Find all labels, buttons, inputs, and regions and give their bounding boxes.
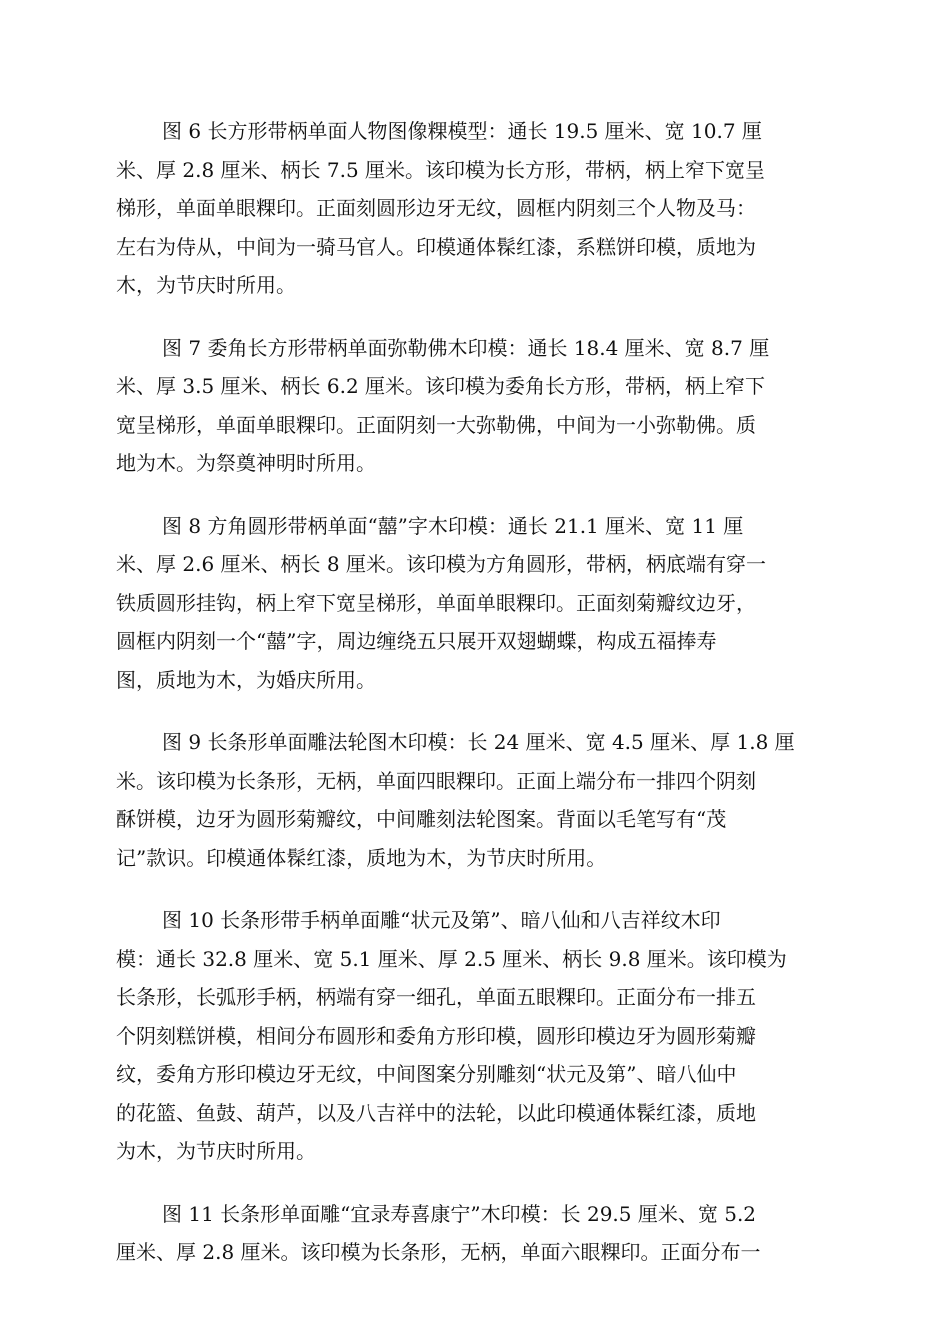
text-line: 木，为节庆时所用。 — [116, 273, 296, 297]
text-line: 图 10 长条形带手柄单面雕“状元及第”、暗八仙和八吉祥纹木印 — [162, 908, 721, 932]
text-line: 图 9 长条形单面雕法轮图木印模：长 24 厘米、宽 4.5 厘米、厚 1.8 厘 — [162, 730, 795, 754]
text-line: 个阴刻糕饼模，相间分布圆形和委角方形印模，圆形印模边牙为圆形菊瓣 — [116, 1023, 756, 1048]
text-line: 米。该印模为长条形，无柄，单面四眼粿印。正面上端分布一排四个阴刻 — [116, 768, 756, 793]
text-line: 图 8 方角圆形带柄单面“囍”字木印模：通长 21.1 厘米、宽 11 厘 — [162, 513, 744, 538]
text-line: 为木，为节庆时所用。 — [116, 1139, 316, 1163]
text-line: 厘米、厚 2.8 厘米。该印模为长条形，无柄，单面六眼粿印。正面分布一 — [116, 1240, 761, 1264]
paragraph-fig7 — [116, 329, 834, 483]
paragraph-fig11 — [116, 1195, 834, 1272]
text-line: 米、厚 2.8 厘米、柄长 7.5 厘米。该印模为长方形，带柄，柄上窄下宽呈 — [116, 157, 766, 182]
paragraph-fig6 — [116, 112, 834, 305]
document-body — [116, 112, 834, 1296]
text-line: 酥饼模，边牙为圆形菊瓣纹，中间雕刻法轮图案。背面以毛笔写有“茂 — [116, 807, 727, 831]
text-line: 图 7 委角长方形带柄单面弥勒佛木印模：通长 18.4 厘米、宽 8.7 厘 — [162, 335, 770, 360]
text-line: 的花篮、鱼鼓、葫芦，以及八吉祥中的法轮，以此印模通体髹红漆，质地 — [116, 1100, 756, 1125]
text-line: 左右为侍从，中间为一骑马官人。印模通体髹红漆，系糕饼印模，质地为 — [116, 234, 756, 259]
text-line: 长条形，长弧形手柄，柄端有穿一细孔，单面五眼粿印。正面分布一排五 — [116, 985, 756, 1009]
text-line: 米、厚 2.6 厘米、柄长 8 厘米。该印模为方角圆形，带柄，柄底端有穿一 — [116, 552, 766, 576]
text-line: 地为木。为祭奠神明时所用。 — [116, 451, 376, 475]
text-line: 图 11 长条形单面雕“宜录寿喜康宁”木印模：长 29.5 厘米、宽 5.2 — [162, 1201, 757, 1226]
text-line: 铁质圆形挂钩，柄上窄下宽呈梯形，单面单眼粿印。正面刻菊瓣纹边牙， — [116, 590, 756, 615]
text-line: 梯形，单面单眼粿印。正面刻圆形边牙无纹，圆框内阴刻三个人物及马： — [116, 196, 756, 220]
paragraph-fig10 — [116, 901, 834, 1171]
text-line: 宽呈梯形，单面单眼粿印。正面阴刻一大弥勒佛，中间为一小弥勒佛。质 — [116, 412, 756, 437]
text-line: 图 6 长方形带柄单面人物图像粿模型：通长 19.5 厘米、宽 10.7 厘 — [162, 119, 762, 143]
text-line: 记”款识。印模通体髹红漆，质地为木，为节庆时所用。 — [116, 845, 607, 870]
paragraph-fig8 — [116, 507, 834, 700]
text-line: 米、厚 3.5 厘米、柄长 6.2 厘米。该印模为委角长方形，带柄，柄上窄下 — [116, 374, 766, 398]
text-line: 纹，委角方形印模边牙无纹，中间图案分别雕刻“状元及第”、暗八仙中 — [116, 1062, 737, 1086]
text-line: 模：通长 32.8 厘米、宽 5.1 厘米、厚 2.5 厘米、柄长 9.8 厘米。该印模为 — [116, 946, 787, 971]
text-line: 圆框内阴刻一个“囍”字，周边缠绕五只展开双翅蝴蝶，构成五福捧寿 — [116, 629, 717, 653]
text-line: 图，质地为木，为婚庆所用。 — [116, 667, 376, 692]
paragraph-fig9 — [116, 723, 834, 877]
